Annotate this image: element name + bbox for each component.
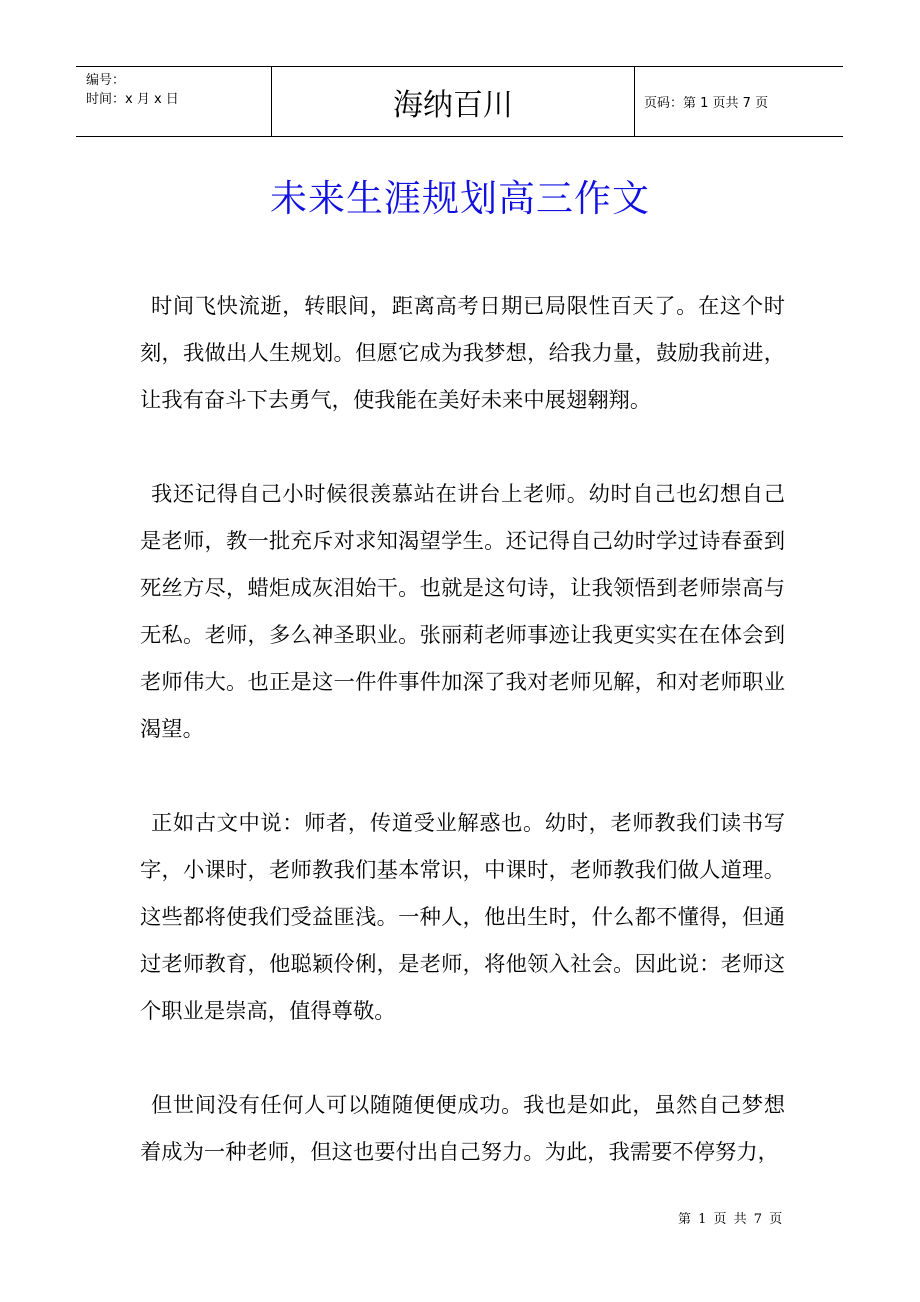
document-date-label: 时间：x 月 x 日 [86, 92, 179, 107]
paragraph: 但世间没有任何人可以随随便便成功。我也是如此，虽然自己梦想着成为一种老师，但这也要付出自己努力。为此，我需要不停努力， [140, 1093, 785, 1165]
paragraph: 时间飞快流逝，转眼间，距离高考日期已局限性百天了。在这个时刻，我做出人生规划。但愿它成为我梦想，给我力量，鼓励我前进，让我有奋斗下去勇气，使我能在美好未来中展翅翱翔。 [140, 294, 785, 413]
document-body [140, 283, 785, 1223]
header-meta [76, 67, 272, 136]
document-number-label: 编号： [86, 73, 126, 88]
document-title: 未来生涯规划高三作文 [270, 177, 650, 220]
page-header [76, 66, 843, 137]
paragraph: 我还记得自己小时候很羡慕站在讲台上老师。幼时自己也幻想自己是老师，教一批充斥对求知渴望学生。还记得自己幼时学过诗春蚕到死丝方尽，蜡炬成灰泪始干。也就是这句诗，让我领悟到老师崇高与无私。老师，多么神圣职业。张丽莉老师事迹让我更实实在在体会到老师伟大。也正是这一件件事件加深了我对老师见解，和对老师职业渴望。 [140, 482, 785, 742]
header-company: 海纳百川 [272, 67, 635, 136]
footer-page-number: 第 1 页 共 7 页 [678, 1212, 783, 1227]
header-page-label: 页码：第 1 页共 7 页 [644, 96, 769, 111]
paragraph: 正如古文中说：师者，传道受业解惑也。幼时，老师教我们读书写字，小课时，老师教我们基本常识，中课时，老师教我们做人道理。这些都将使我们受益匪浅。一种人，他出生时，什么都不懂得，但通过老师教育，他聪颖伶俐，是老师，将他领入社会。因此说：老师这个职业是崇高，值得尊敬。 [140, 811, 785, 1024]
